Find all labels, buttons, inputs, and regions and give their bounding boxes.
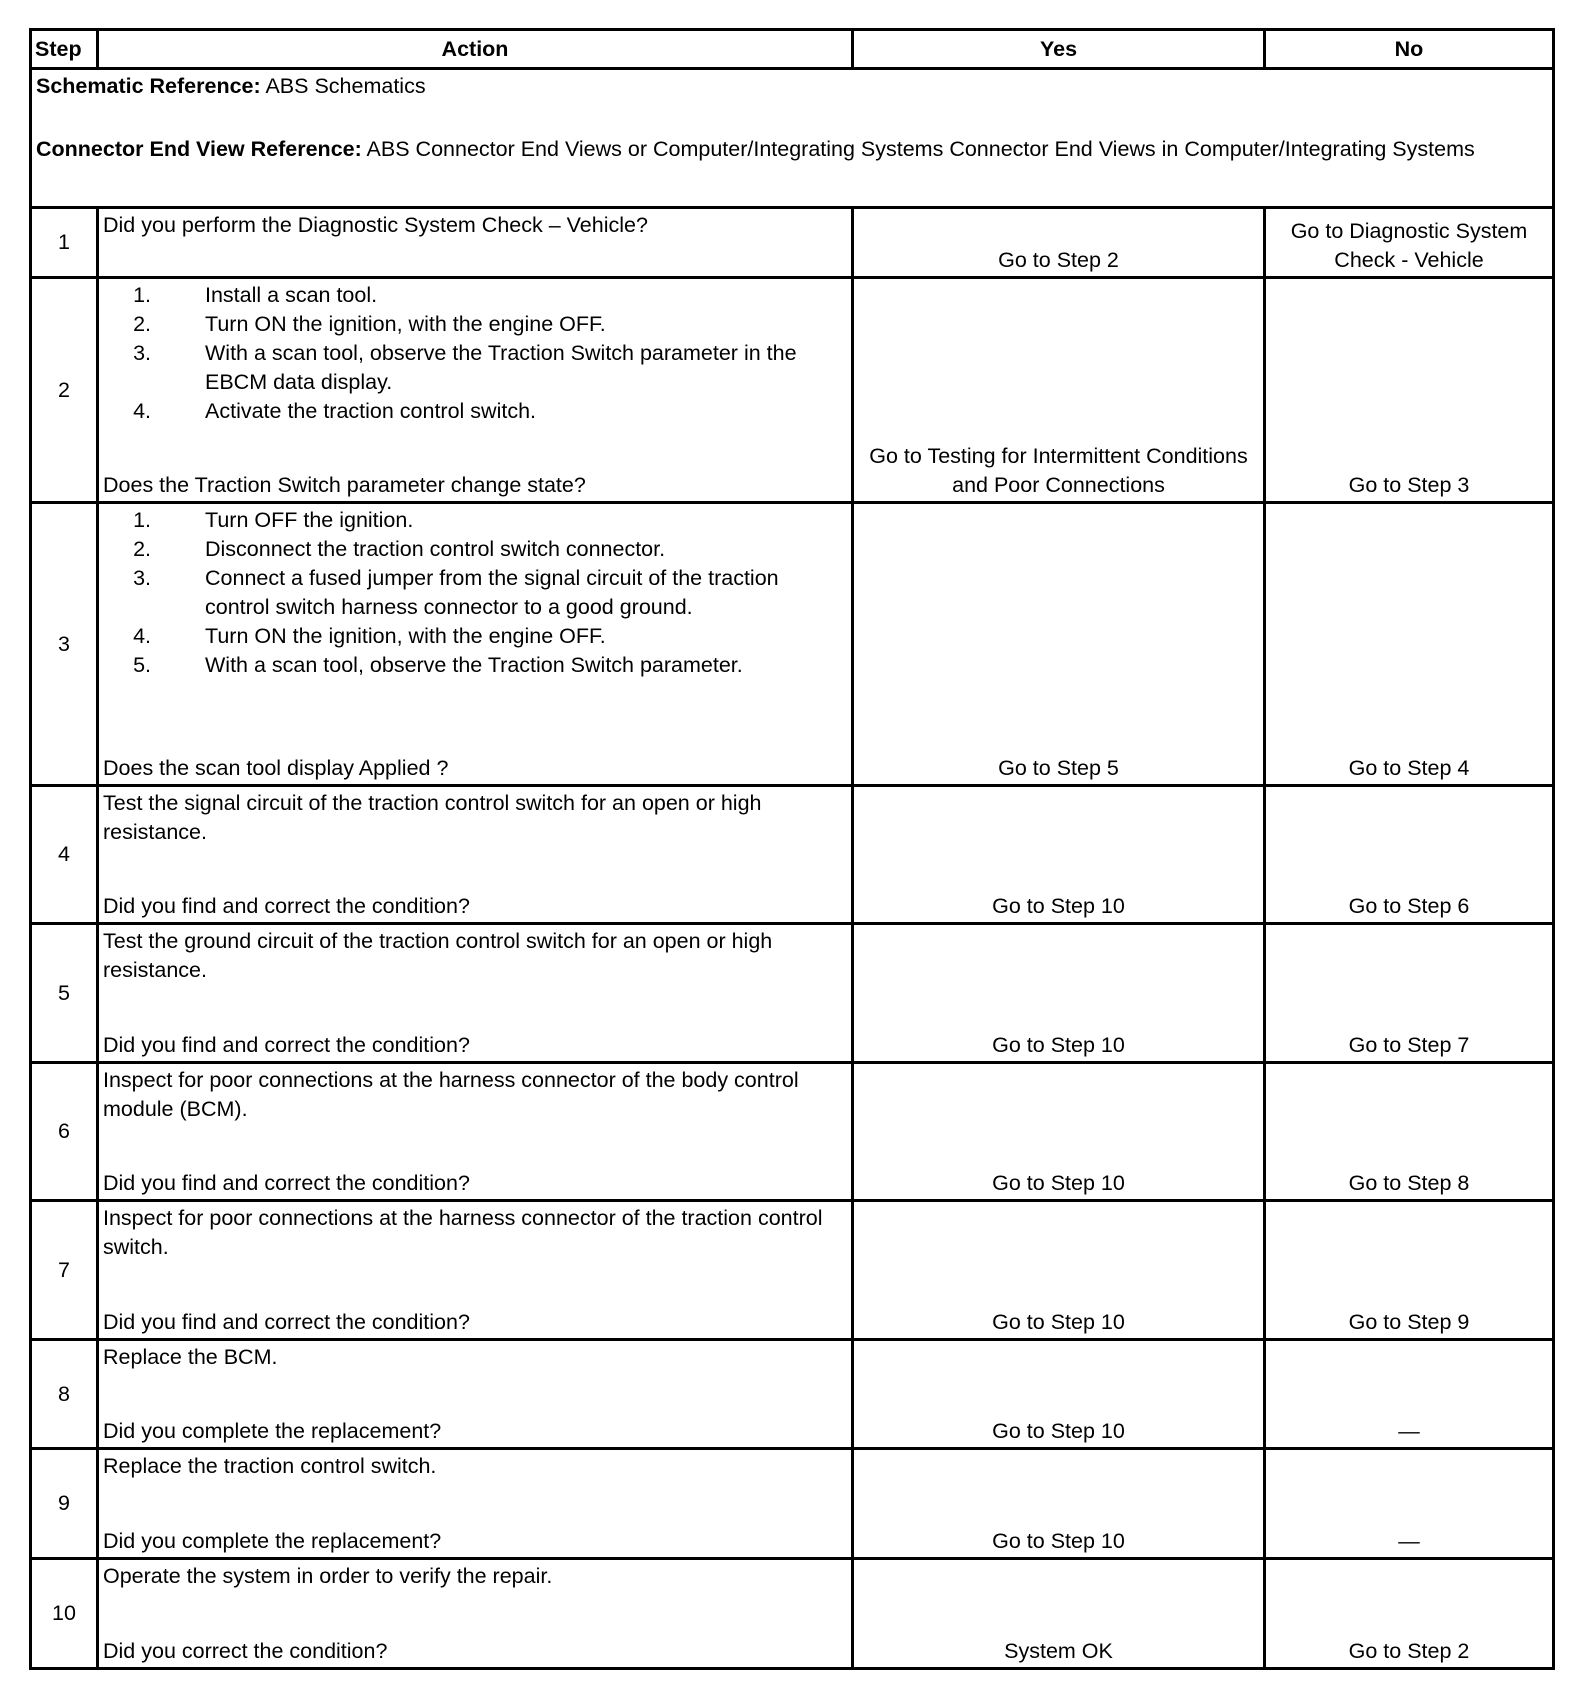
table-row: [31, 1201, 1554, 1340]
instruction-item: 1. Install a scan tool.: [157, 281, 847, 310]
header-row: [31, 30, 1554, 69]
step-instructions: [103, 281, 847, 426]
instruction-item: 4. Turn ON the ignition, with the engine OFF.: [157, 622, 847, 651]
step-number: 5: [31, 924, 98, 1063]
step-number: 8: [31, 1340, 98, 1449]
diagnostic-table: [29, 28, 1555, 1670]
instruction-item: 3. Connect a fused jumper from the signal circuit of the traction control switch harness connector to a good ground.: [157, 564, 847, 622]
instruction-item: 3. With a scan tool, observe the Traction Switch parameter in the EBCM data display.: [157, 339, 847, 397]
action-question: Did you find and correct the condition?: [103, 894, 470, 918]
action-cell: [98, 924, 853, 1063]
action-question: Did you find and correct the condition?: [103, 1171, 470, 1195]
table-row: [31, 278, 1554, 503]
header-yes: Yes: [853, 30, 1265, 69]
instruction-item: 2. Turn ON the ignition, with the engine OFF.: [157, 310, 847, 339]
yes-result: Go to Step 10: [853, 924, 1265, 1063]
table-row: [31, 1559, 1554, 1669]
yes-result: Go to Step 10: [853, 1340, 1265, 1449]
no-result: Go to Step 4: [1265, 503, 1554, 786]
action-text: Inspect for poor connections at the harness connector of the body control module (BCM).: [103, 1068, 799, 1121]
action-question: Does the scan tool display Applied ?: [103, 756, 449, 780]
connector-reference: Connector End View Reference: ABS Connector End Views or Computer/Integrating Systems Connector End Views in Computer/Integrating Systems: [36, 137, 1475, 161]
action-question: Did you perform the Diagnostic System Check – Vehicle?: [103, 213, 648, 237]
action-text: Operate the system in order to verify the repair.: [103, 1564, 553, 1588]
step-number: 6: [31, 1063, 98, 1201]
header-step: Step: [31, 30, 98, 69]
action-text: Inspect for poor connections at the harness connector of the traction control switch.: [103, 1206, 823, 1259]
yes-result: Go to Step 2: [853, 208, 1265, 278]
table-row: [31, 208, 1554, 278]
yes-result: Go to Testing for Intermittent Conditions and Poor Connections: [853, 278, 1265, 503]
no-result: Go to Step 2: [1265, 1559, 1554, 1669]
step-number: 10: [31, 1559, 98, 1669]
no-result: Go to Step 9: [1265, 1201, 1554, 1340]
yes-result: System OK: [853, 1559, 1265, 1669]
header-action: Action: [98, 30, 853, 69]
no-result: Go to Step 8: [1265, 1063, 1554, 1201]
no-result: Go to Step 7: [1265, 924, 1554, 1063]
yes-result: Go to Step 10: [853, 1449, 1265, 1559]
table-row: [31, 1063, 1554, 1201]
action-question: Did you complete the replacement?: [103, 1529, 442, 1553]
step-number: 1: [31, 208, 98, 278]
no-result: —: [1265, 1449, 1554, 1559]
schematic-reference: Schematic Reference: ABS Schematics: [36, 74, 426, 98]
reference-row: [31, 69, 1554, 208]
step-number: 2: [31, 278, 98, 503]
yes-result: Go to Step 10: [853, 786, 1265, 924]
action-question: Did you find and correct the condition?: [103, 1033, 470, 1057]
instruction-item: 4. Activate the traction control switch.: [157, 397, 847, 426]
table-row: [31, 503, 1554, 786]
action-text: Test the ground circuit of the traction control switch for an open or high resistance.: [103, 929, 773, 982]
action-cell: [98, 503, 853, 786]
step-instructions: [103, 506, 847, 680]
action-text: Test the signal circuit of the traction control switch for an open or high resistance.: [103, 791, 762, 844]
action-cell: [98, 208, 853, 278]
action-cell: [98, 1559, 853, 1669]
table-row: [31, 1340, 1554, 1449]
action-text: Replace the BCM.: [103, 1345, 278, 1369]
action-cell: [98, 278, 853, 503]
action-question: Did you correct the condition?: [103, 1639, 388, 1663]
action-cell: [98, 786, 853, 924]
instruction-item: 2. Disconnect the traction control switch connector.: [157, 535, 847, 564]
table-row: [31, 786, 1554, 924]
no-result: Go to Diagnostic System Check - Vehicle: [1265, 208, 1554, 278]
no-result: —: [1265, 1340, 1554, 1449]
no-result: Go to Step 3: [1265, 278, 1554, 503]
header-no: No: [1265, 30, 1554, 69]
yes-result: Go to Step 10: [853, 1201, 1265, 1340]
action-cell: [98, 1340, 853, 1449]
yes-result: Go to Step 5: [853, 503, 1265, 786]
table-row: [31, 1449, 1554, 1559]
action-cell: [98, 1201, 853, 1340]
step-number: 9: [31, 1449, 98, 1559]
action-question: Did you find and correct the condition?: [103, 1310, 470, 1334]
instruction-item: 5. With a scan tool, observe the Traction Switch parameter.: [157, 651, 847, 680]
action-text: Replace the traction control switch.: [103, 1454, 437, 1478]
action-cell: [98, 1063, 853, 1201]
table-row: [31, 924, 1554, 1063]
step-number: 7: [31, 1201, 98, 1340]
action-question: Does the Traction Switch parameter change state?: [103, 473, 586, 497]
no-result: Go to Step 6: [1265, 786, 1554, 924]
instruction-item: 1. Turn OFF the ignition.: [157, 506, 847, 535]
step-number: 4: [31, 786, 98, 924]
yes-result: Go to Step 10: [853, 1063, 1265, 1201]
step-number: 3: [31, 503, 98, 786]
action-cell: [98, 1449, 853, 1559]
action-question: Did you complete the replacement?: [103, 1419, 442, 1443]
